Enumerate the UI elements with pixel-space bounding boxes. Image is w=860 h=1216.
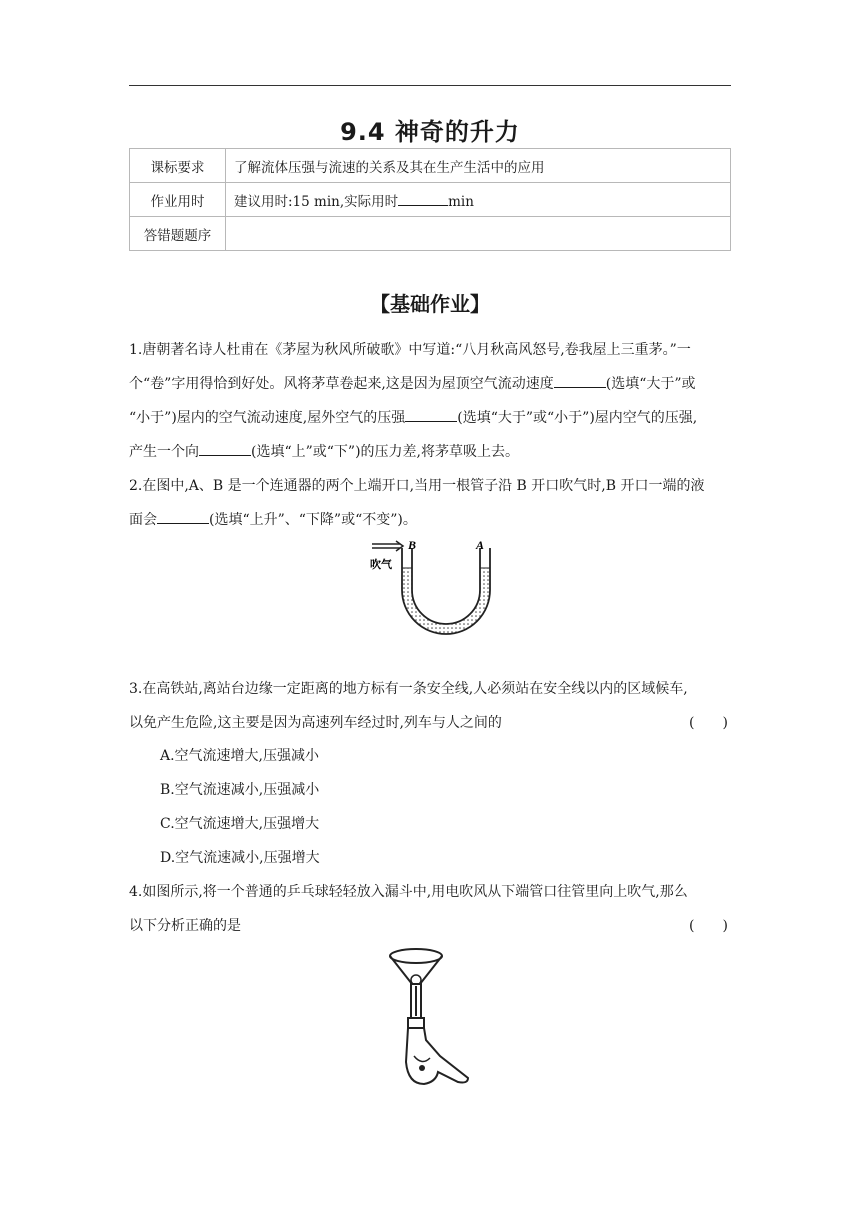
q1-line-1: 1.唐朝著名诗人杜甫在《茅屋为秋风所破歌》中写道:“八月秋高风怒号,卷我屋上三重茅。”一 [129,342,691,358]
q1-blank-1[interactable] [554,373,606,388]
q3-line-1: 3.在高铁站,离站台边缘一定距离的地方标有一条安全线,人必须站在安全线以内的区域候车, [129,681,688,697]
q3-option-d[interactable]: D.空气流速减小,压强增大 [160,850,320,866]
info-table [129,148,731,251]
q1-text: 产生一个向 [129,444,199,460]
dryer-nozzle [408,1018,424,1028]
q4-answer-bracket[interactable]: ( ) [689,918,728,934]
q1-blank-2[interactable] [405,407,457,422]
q2-line-2 [129,509,731,529]
q3-option-b[interactable]: B.空气流速减小,压强减小 [160,782,320,798]
q1-text: (选填“上”或“下”)的压力差,将茅草吸上去。 [251,444,520,460]
row-label: 答错题题序 [130,217,226,251]
q4-line-2: 以下分析正确的是 [129,918,241,934]
q3-option-c[interactable]: C.空气流速增大,压强增大 [160,816,320,832]
q1-line-3 [129,407,731,427]
hair-dryer-icon [406,1028,468,1084]
q2-blank[interactable] [157,509,209,524]
label-b: B [408,538,417,552]
row-label: 课标要求 [130,149,226,183]
table-row [130,217,731,251]
q2-text: 面会 [129,512,157,528]
q1-text: “小于”)屋内的空气流动速度,屋外空气的压强 [129,410,406,426]
connected-vessel-figure [366,538,496,642]
table-row [130,149,731,183]
q3-option-a[interactable]: A.空气流速增大,压强减小 [160,748,320,764]
q3-answer-bracket[interactable]: ( ) [689,715,728,731]
row-value[interactable] [226,217,731,251]
q2-text: (选填“上升”、“下降”或“不变”)。 [209,512,417,528]
tube-outer-wall [402,548,490,634]
q2-line-1: 2.在图中,A、B 是一个连通器的两个上端开口,当用一根管子沿 B 开口吹气时,B 开口一端的液 [129,478,705,494]
q1-text: (选填“大于”或“小于”)屋内空气的压强, [457,410,698,426]
page-title: 9.4 神奇的升力 [340,118,520,146]
q3-line-2: 以免产生危险,这主要是因为高速列车经过时,列车与人之间的 [129,715,502,731]
q1-line-4 [129,441,731,461]
section-title: 【基础作业】 [370,292,490,316]
q1-blank-3[interactable] [199,441,251,456]
suggested-time-text: 建议用时:15 min,实际用时 [234,193,399,210]
header-rule [129,85,731,86]
tube-inner-wall [412,548,480,624]
row-value: 了解流体压强与流速的关系及其在生产生活中的应用 [226,149,731,183]
row-label: 作业用时 [130,183,226,217]
table-row [130,183,731,217]
time-unit: min [448,193,474,210]
q4-line-1: 4.如图所示,将一个普通的乒乓球轻轻放入漏斗中,用电吹风从下端管口往管里向上吹气,那么 [129,884,688,900]
funnel-hairdryer-figure [380,944,480,1090]
actual-time-blank[interactable] [398,191,448,206]
row-value [226,183,731,217]
label-a: A [476,538,485,552]
blow-label: 吹气 [370,558,392,571]
q1-line-2 [129,373,731,393]
q1-text: 个“卷”字用得恰到好处。风将茅草卷起来,这是因为屋顶空气流动速度 [129,376,554,392]
funnel-rim [390,949,442,963]
q1-text: (选填“大于”或 [605,376,696,392]
hair-dryer-button [419,1065,425,1071]
